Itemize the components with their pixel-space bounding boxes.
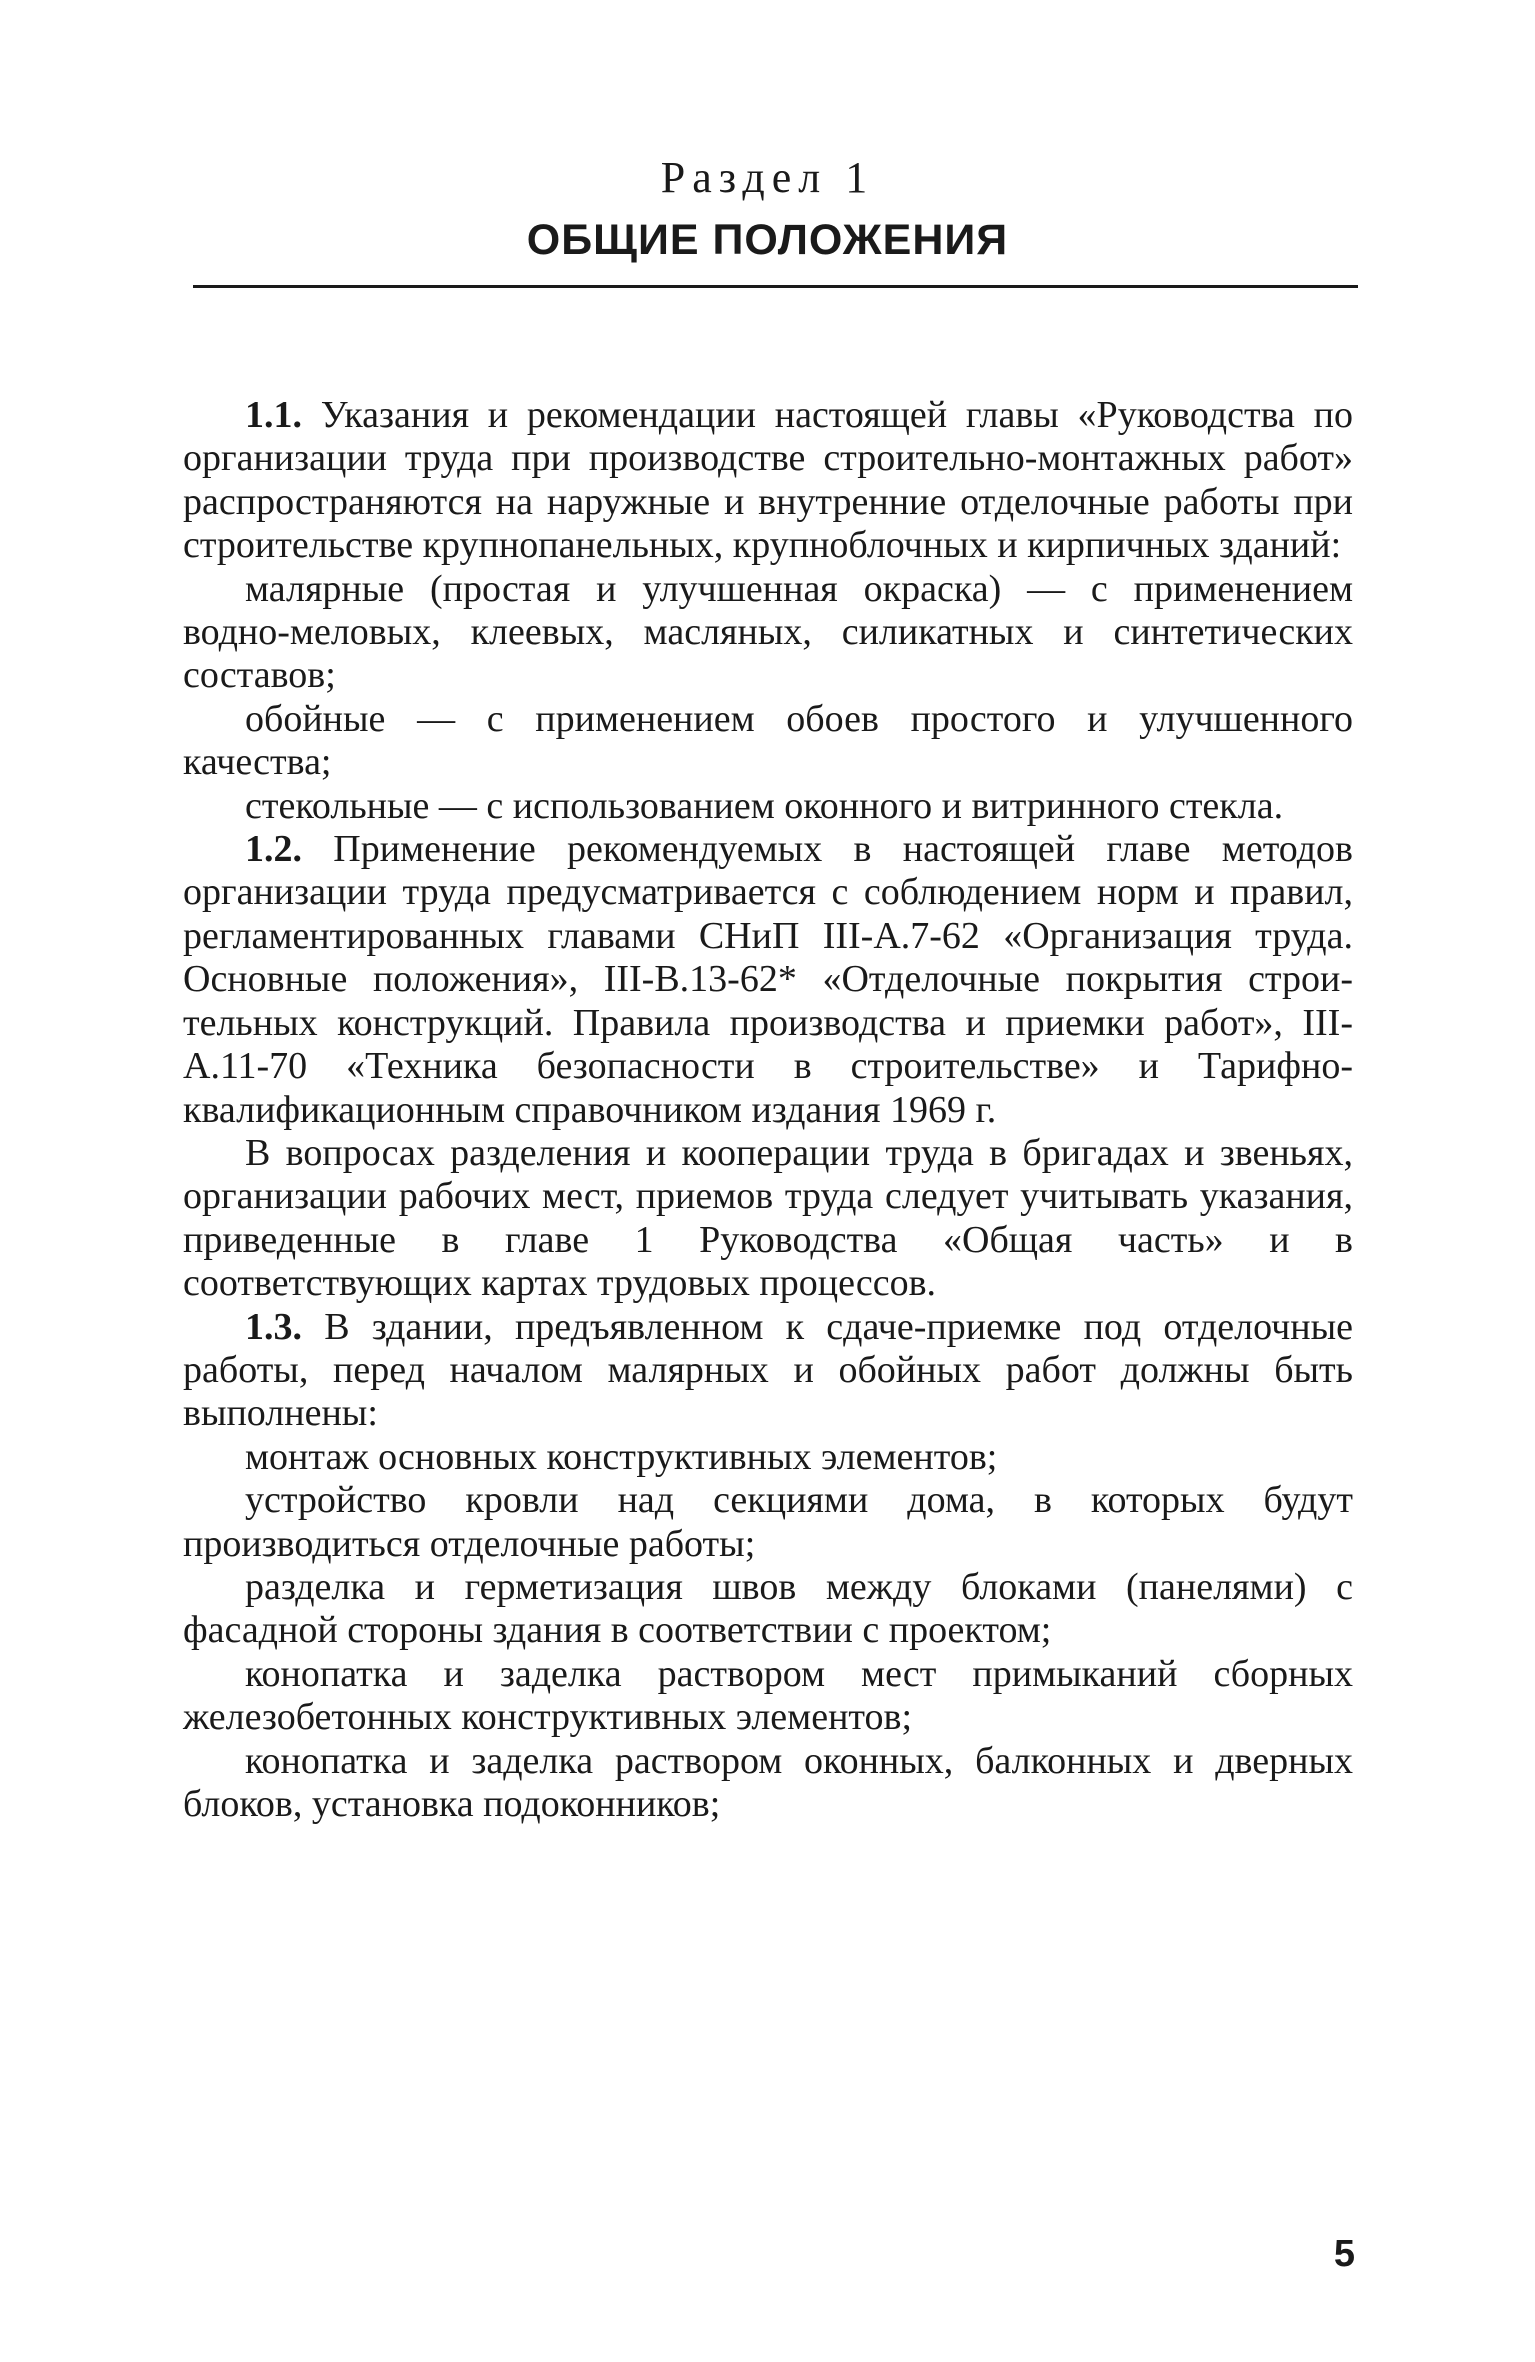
paragraph xyxy=(183,1479,1353,1566)
paragraph xyxy=(183,785,1353,828)
paragraph xyxy=(183,1653,1353,1740)
paragraph xyxy=(183,1566,1353,1653)
paragraph xyxy=(183,568,1353,698)
header-divider xyxy=(193,285,1358,288)
paragraph-text: В вопросах разделения и кооперации труда в бригадах и звеньях, организации рабочих мест, приемов труда следует учитывать указания, приведенные в главе 1 Руководства «Общая часть» и в соответствующих картах трудовых процессов. xyxy=(183,1131,1353,1305)
paragraph xyxy=(183,698,1353,785)
paragraph-text: стекольные — с использованием оконного и витринного стекла. xyxy=(245,784,1284,827)
paragraph xyxy=(183,1306,1353,1436)
body-text xyxy=(183,394,1353,1826)
page-number: 5 xyxy=(1333,2233,1355,2275)
paragraph-text: монтаж основных конструктивных элементов; xyxy=(245,1435,998,1478)
paragraph xyxy=(183,1132,1353,1306)
paragraph-number: 1.2. xyxy=(245,828,302,871)
paragraph xyxy=(183,1436,1353,1479)
paragraph-text: Указания и рекомендации настоящей главы «Руководства по организации труда при производстве строительно-монтажных работ» распространяются на наружные и внутренние отделочные работы при строительстве крупнопанельных, крупноблочных и кирпичных зданий: xyxy=(183,394,1353,567)
paragraph-text: малярные (простая и улучшенная окраска) — с применением водно-меловых, клеевых, масляных, силикатных и синтетических составов; xyxy=(183,567,1353,697)
paragraph-number: 1.1. xyxy=(245,394,302,436)
paragraph xyxy=(183,828,1353,1132)
paragraph-text: В здании, предъявленном к сдаче-приемке под отделочные работы, перед началом малярных и обойных работ должны быть выполнены: xyxy=(183,1305,1353,1435)
paragraph-text: конопатка и заделка раствором оконных, балконных и дверных блоков, установка подоконников; xyxy=(183,1739,1353,1825)
paragraph xyxy=(183,1740,1353,1827)
paragraph-text: конопатка и заделка раствором мест примыканий сборных железобетонных конструктивных элементов; xyxy=(183,1652,1353,1739)
paragraph-text: обойные — с применением обоев простого и улучшенного качества; xyxy=(183,697,1353,784)
paragraph-text: Применение рекомендуемых в настоящей главе методов организации труда предусматривается с соблюдением норм и правил, регламентированных главами СНиП III-А.7-62 «Организация труда. Основные положения», III-В.13-62* «Отделочные покрытия строительных конструкций. Правила производства и приемки работ», III-А.11-70 «Техника безопасности в строительстве» и Тарифно-квалификационным справочником издания 1969 г. xyxy=(183,828,1353,1131)
paragraph-text: разделка и герметизация швов между блоками (панелями) с фасадной стороны здания в соответствии с проектом; xyxy=(183,1565,1353,1652)
section-title: ОБЩИЕ ПОЛОЖЕНИЯ xyxy=(526,216,1009,264)
paragraph xyxy=(183,394,1353,568)
paragraph-text: устройство кровли над секциями дома, в которых будут производиться отделочные работы; xyxy=(183,1479,1353,1565)
section-label: Раздел 1 xyxy=(660,153,875,202)
paragraph-number: 1.3. xyxy=(245,1305,302,1348)
